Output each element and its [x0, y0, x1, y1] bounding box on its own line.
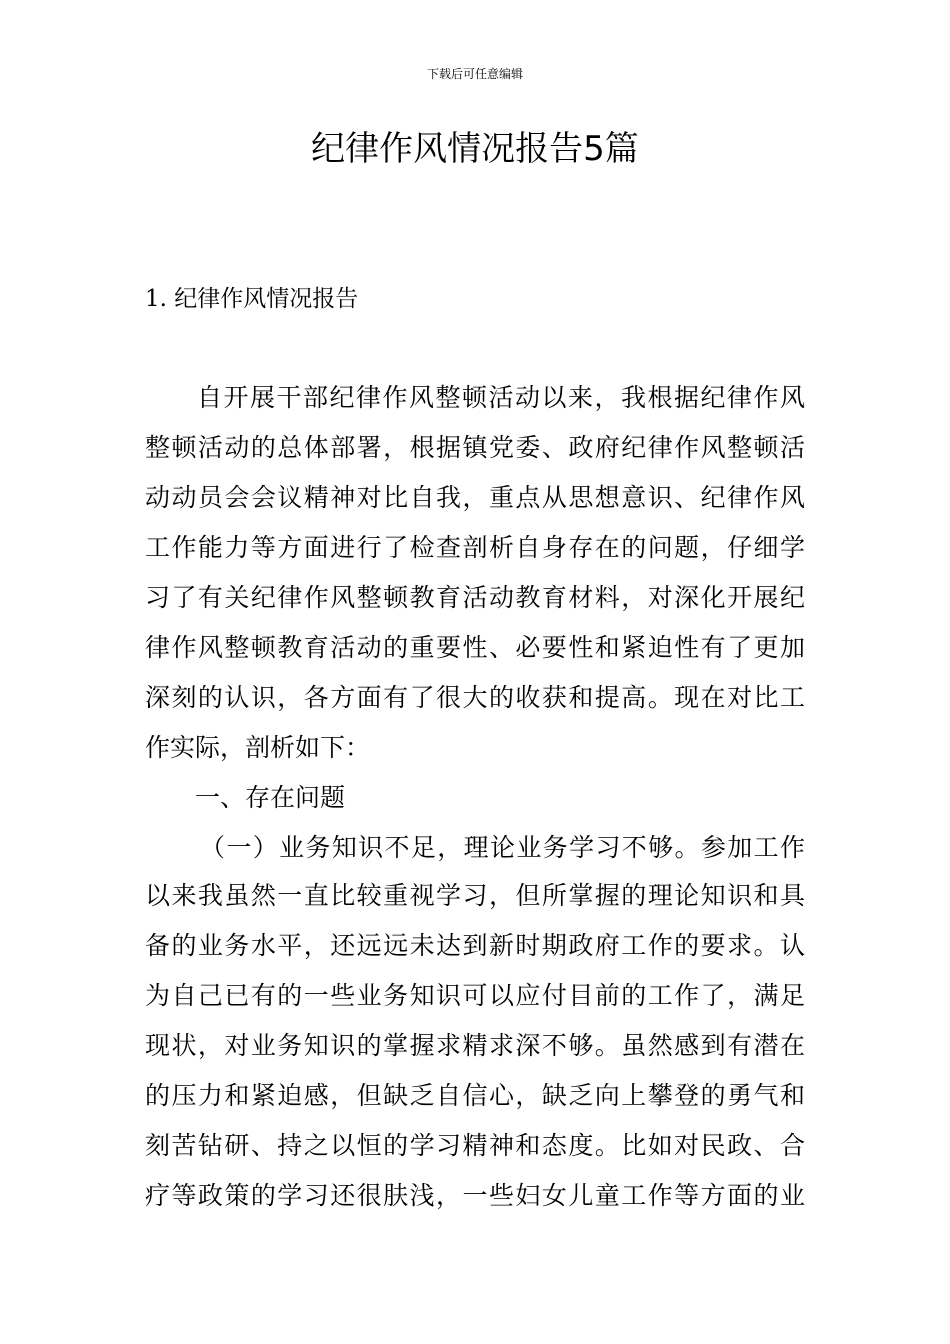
paragraph-line: 作实际，剖析如下：: [145, 733, 371, 762]
paragraph-line: 以来我虽然一直比较重视学习，但所掌握的理论知识和具: [145, 881, 805, 910]
section-title: 1. 纪律作风情况报告: [145, 286, 359, 312]
paragraph-line: 工作能力等方面进行了检查剖析自身存在的问题，仔细学: [145, 533, 805, 562]
paragraph-line: 律作风整顿教育活动的重要性、必要性和紧迫性有了更加: [145, 633, 805, 662]
paragraph-line: （一）业务知识不足，理论业务学习不够。参加工作: [200, 833, 805, 862]
paragraph-line: 整顿活动的总体部署，根据镇党委、政府纪律作风整顿活: [145, 433, 805, 462]
paragraph-line: 动动员会会议精神对比自我，重点从思想意识、纪律作风: [145, 483, 805, 512]
paragraph-line: 为自己已有的一些业务知识可以应付目前的工作了，满足: [145, 981, 805, 1010]
header-note: 下载后可任意编辑: [426, 67, 523, 81]
paragraph-line: 深刻的认识，各方面有了很大的收获和提高。现在对比工: [145, 683, 805, 712]
paragraph-line: 自开展干部纪律作风整顿活动以来，我根据纪律作风: [197, 383, 805, 412]
paragraph-line: 疗等政策的学习还很肤浅，一些妇女儿童工作等方面的业: [145, 1181, 805, 1210]
paragraph-line: 刻苦钻研、持之以恒的学习精神和态度。比如对民政、合: [145, 1131, 805, 1160]
paragraph-line: 习了有关纪律作风整顿教育活动教育材料，对深化开展纪: [145, 583, 805, 612]
paragraph-line: 备的业务水平，还远远未达到新时期政府工作的要求。认: [145, 931, 805, 960]
document-title: 纪律作风情况报告5篇: [311, 129, 639, 169]
paragraph-line: 现状，对业务知识的掌握求精求深不够。虽然感到有潜在: [145, 1031, 805, 1060]
paragraph-line: 的压力和紧迫感，但缺乏自信心，缺乏向上攀登的勇气和: [145, 1081, 805, 1110]
section-heading: 一、存在问题: [195, 783, 346, 812]
